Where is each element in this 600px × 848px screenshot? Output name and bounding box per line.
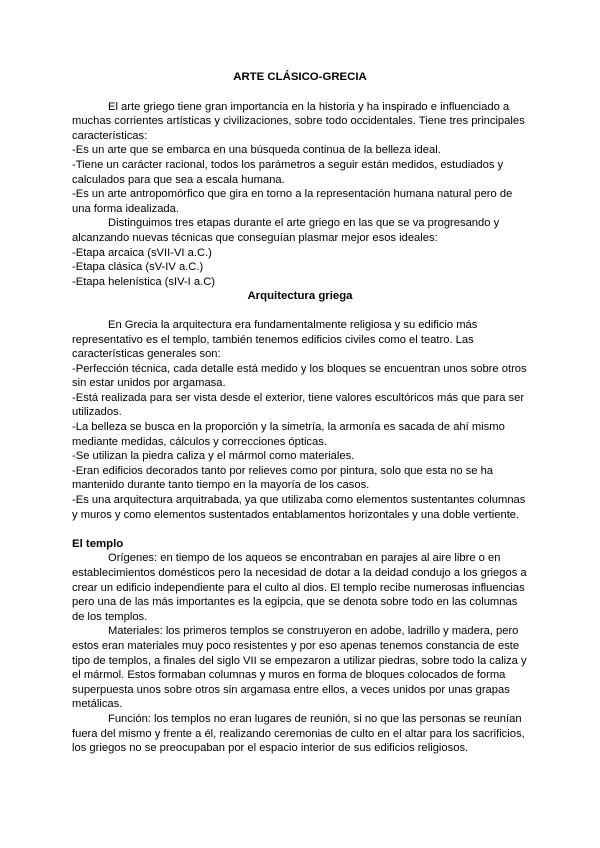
document-title: ARTE CLÁSICO-GRECIA	[233, 71, 367, 83]
characteristic-item: -Tiene un carácter racional, todos los parámetros a seguir están medidos, estudiados y calculados para que sea a escala humana.	[72, 158, 504, 186]
feature-item: -Perfección técnica, cada detalle está medido y los bloques se encuentran unos sobre otros sin estar unidos por argamasa.	[72, 362, 527, 390]
stages-paragraph: Distinguimos tres etapas durante el arte griego en las que se va progresando y alcanzando nuevas técnicas que conseguían plasmar mejor esos ideales:	[72, 217, 500, 244]
feature-item: -Se utilizan la piedra caliza y el mármol como materiales.	[72, 450, 355, 463]
stage-item: -Etapa arcaica (sVII-VI a.C.)	[72, 246, 212, 259]
temple-materials-paragraph: Materiales: los primeros templos se construyeron en adobe, ladrillo y madera, pero estos eran materiales muy poco resistentes y por eso apenas tenemos constancia de este tipo de templos, a finales del siglo VII se empezaron a utilizar piedras, sobre todo la caliza y el mármol. Estos formaban columnas y muros en forma de bloques colocados de forma superpuesta unos sobre otros sin argamasa entre ellos, a veces unidos por unas grapas metálicas.	[72, 625, 527, 711]
architecture-heading: Arquitectura griega	[247, 290, 353, 303]
stage-item: -Etapa clásica (sV-IV a.C.)	[72, 261, 204, 274]
temple-origins-paragraph: Orígenes: en tiempo de los aqueos se encontraban en parajes al aire libre o en establecimientos domésticos pero la necesidad de dotar a la deidad condujo a los griegos a crear un edificio independiente para el culto al dios. El templo recibe numerosas influencias pero una de las más importantes es la egipcia, que se denota sobre todo en las columnas de los templos.	[72, 552, 527, 623]
temple-heading: El templo	[72, 537, 124, 550]
stage-item: -Etapa helenística (sIV-I a.C)	[72, 275, 216, 288]
feature-item: -La belleza se busca en la proporción y la simetría, la armonía es sacada de ahí mismo mediante medidas, cálculos y correcciones ópticas.	[72, 421, 505, 448]
feature-item: -Es una arquitectura arquitrabada, ya que utilizaba como elementos sustentantes columnas y muros y como elementos sustentados entablamentos horizontales y una doble vertiente.	[72, 494, 526, 521]
characteristic-item: -Es un arte que se embarca en una búsqueda continua de la belleza ideal.	[72, 144, 441, 157]
intro-paragraph: El arte griego tiene gran importancia en la historia y ha inspirado e influenciado a muchas corrientes artísticas y civilizaciones, sobre todo occidentales. Tiene tres principales características:	[72, 100, 525, 142]
document-content	[72, 70, 528, 756]
feature-item: -Eran edificios decorados tanto por relieves como por pintura, solo que esta no se ha mantenido durante tanto tiempo en la mayoría de los casos.	[72, 464, 494, 492]
feature-item: -Está realizada para ser vista desde el exterior, tiene valores escultóricos más que para ser utilizados.	[72, 391, 525, 419]
characteristic-item: -Es un arte antropomórfico que gira en torno a la representación humana natural pero de una forma idealizada.	[72, 188, 513, 215]
temple-function-paragraph: Función: los templos no eran lugares de reunión, si no que las personas se reunían fuera del mismo y frente a él, realizando ceremonias de culto en el altar para los sacrificios, los griegos no se preocupaban por el espacio interior de sus edificios religiosos.	[72, 712, 525, 755]
architecture-paragraph: En Grecia la arquitectura era fundamentalmente religiosa y su edificio más representativo es el templo, también tenemos edificios civiles como el teatro. Las características generales son:	[72, 318, 478, 361]
section-gap	[72, 522, 528, 537]
